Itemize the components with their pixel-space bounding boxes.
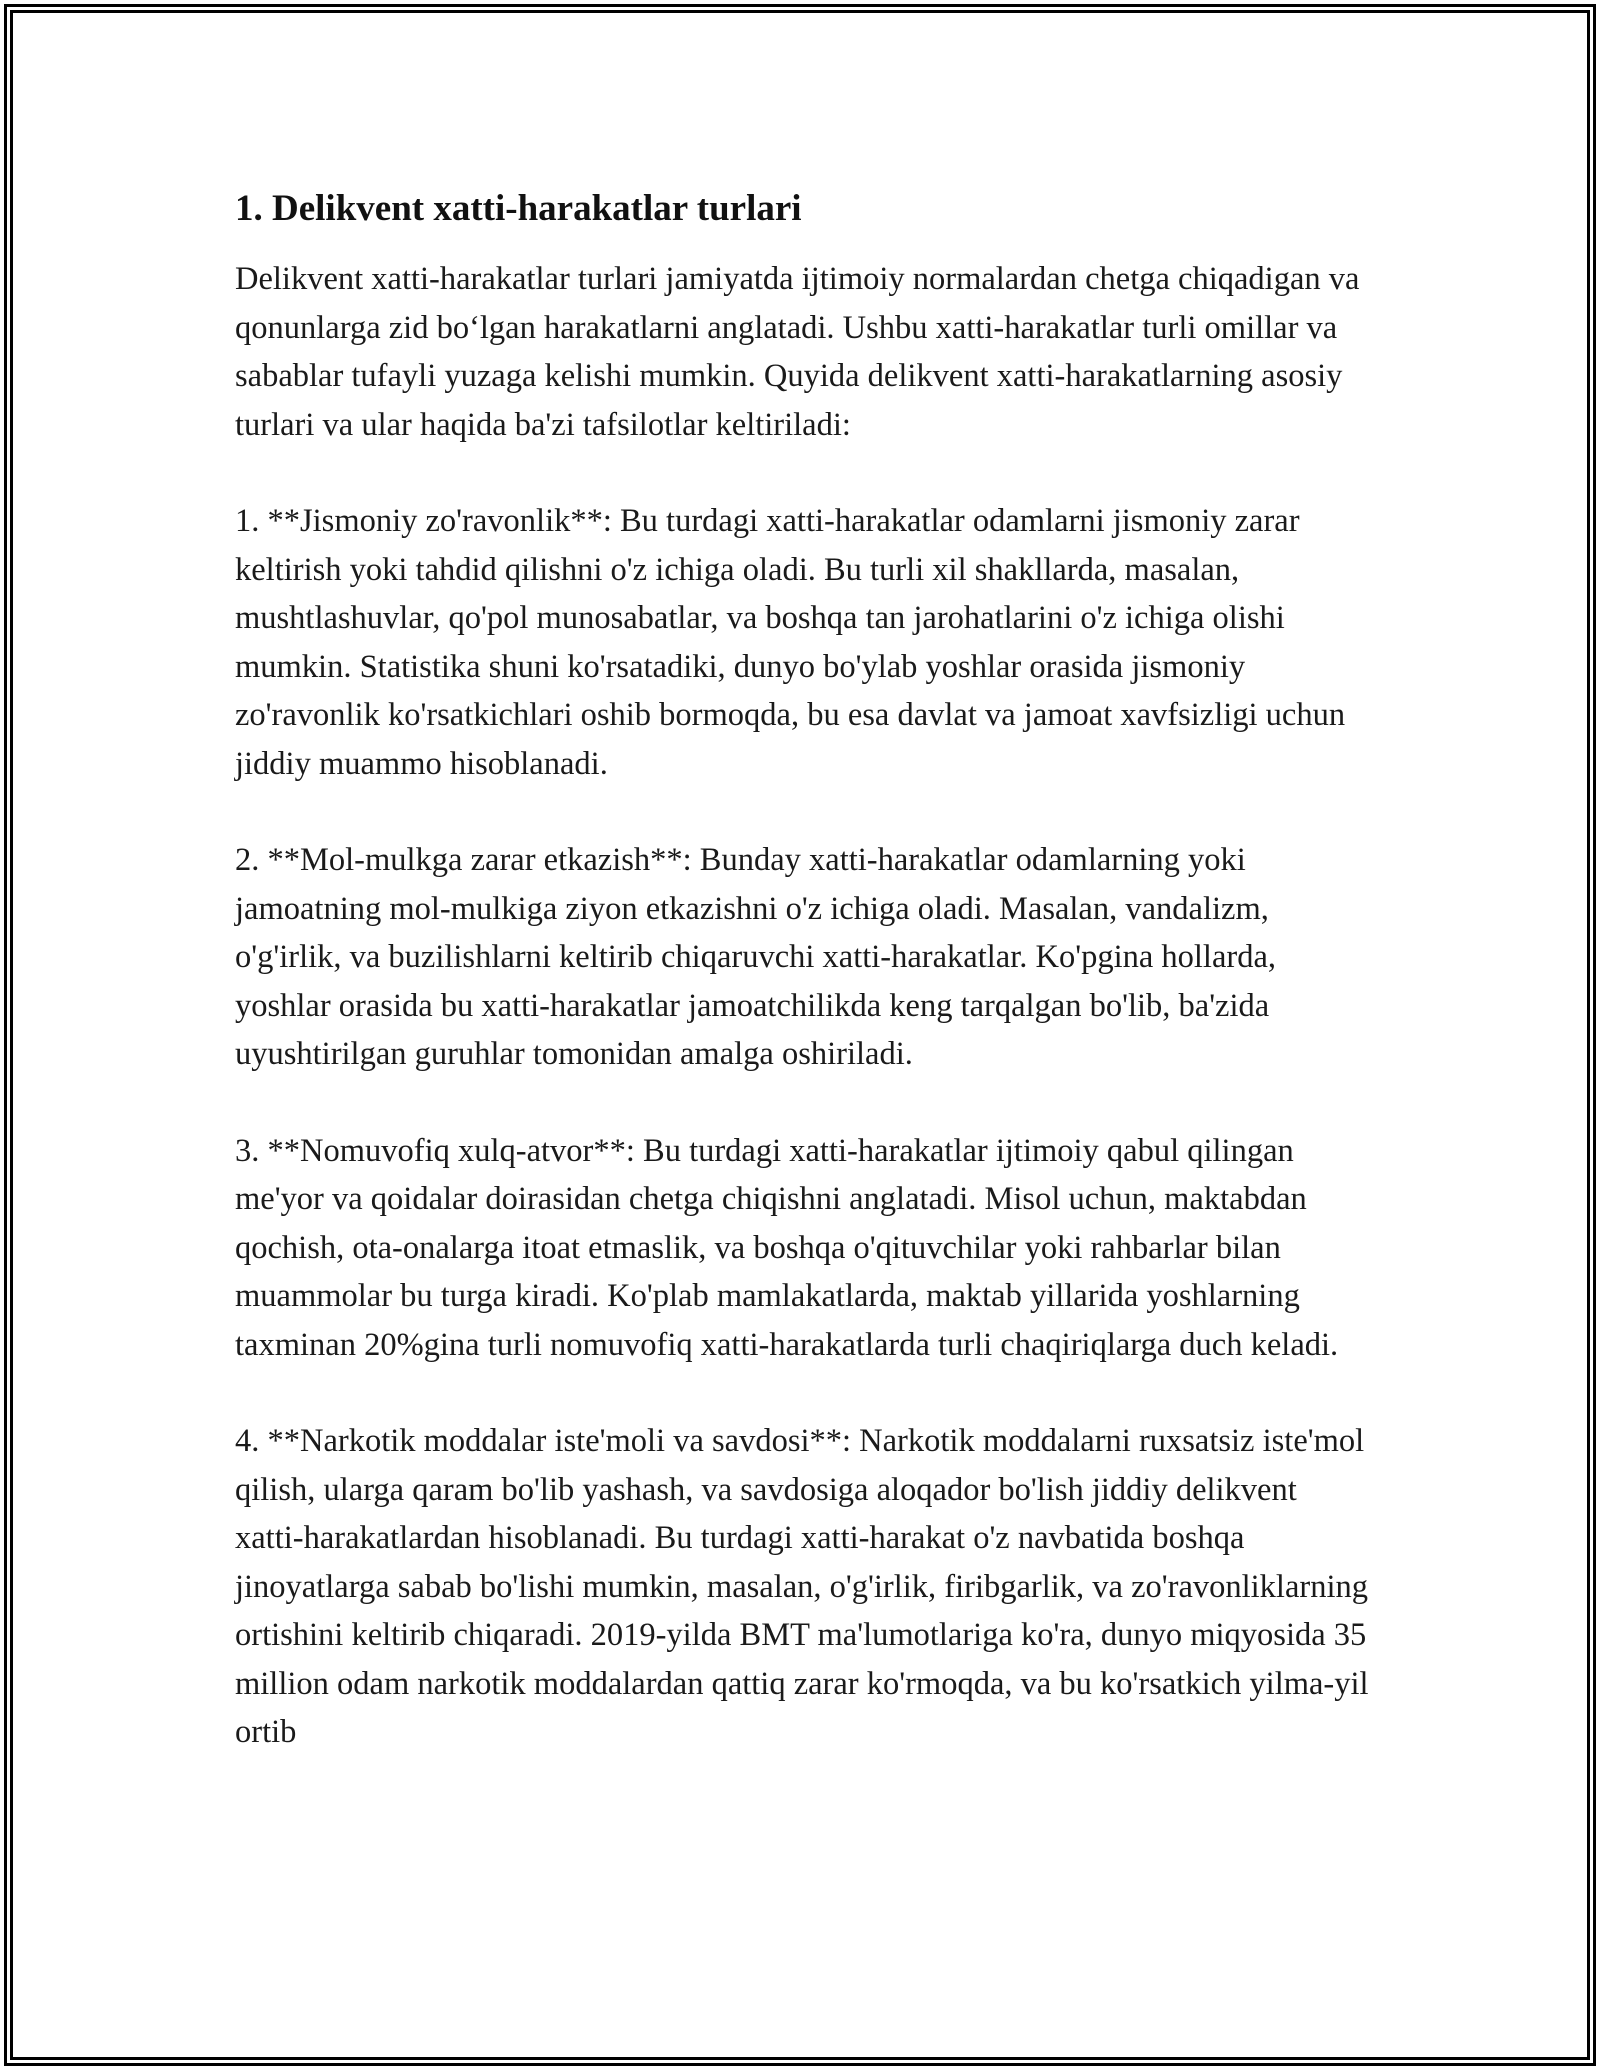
intro-paragraph: Delikvent xatti-harakatlar turlari jamiyatda ijtimoiy normalardan chetga chiqadigan va qonunlarga zid bo‘lgan harakatlarni anglatadi. Ushbu xatti-harakatlar turli omillar va sabablar tufayli yuzaga kelishi mumkin. Quyida delikvent xatti-harakatlarning asosiy turlari va ular haqida ba'zi tafsilotlar keltiriladi: [235,261,1360,443]
paragraph-inappropriate-behavior: 3. **Nomuvofiq xulq-atvor**: Bu turdagi xatti-harakatlar ijtimoiy qabul qilingan me'yor va qoidalar doirasidan chetga chiqishni anglatadi. Misol uchun, maktabdan qochish, ota-onalarga itoat etmaslik, va boshqa o'qituvchilar yoki rahbarlar bilan muammolar bu turga kiradi. Ko'plab mamlakatlarda, maktab yillarida yoshlarning taxminan 20%gina turli nomuvofiq xatti-harakatlarda turli chaqiriqlarga duch keladi. [235,1132,1339,1363]
paragraph-property-damage: 2. **Mol-mulkga zarar etkazish**: Bunday xatti-harakatlar odamlarning yoki jamoatning mol-mulkiga ziyon etkazishni o'z ichiga oladi. Masalan, vandalizm, o'g'irlik, va buzilishlarni keltirib chiqaruvchi xatti-harakatlar. Ko'pgina hollarda, yoshlar orasida bu xatti-harakatlar jamoatchilikda keng tarqalgan bo'lib, ba'zida uyushtirilgan guruhlar tomonidan amalga oshiriladi. [235,842,1276,1072]
section-heading: 1. Delikvent xatti-harakatlar turlari [235,188,802,229]
document-body [235,185,1370,1805]
paragraph-narcotics: 4. **Narkotik moddalar iste'moli va savdosi**: Narkotik moddalarni ruxsatsiz iste'mol qilish, ularga qaram bo'lib yashash, va savdosiga aloqador bo'lish jiddiy delikvent xatti-harakatlardan hisoblanadi. Bu turdagi xatti-harakat o'z navbatida boshqa jinoyatlarga sabab bo'lishi mumkin, masalan, o'g'irlik, firibgarlik, va zo'ravonliklarning ortishini keltirib chiqaradi. 2019-yilda BMT ma'lumotlariga ko'ra, dunyo miqyosida 35 million odam narkotik moddalardan qattiq zarar ko'rmoqda, va bu ko'rsatkich yilma-yil ortib [235,1423,1369,1750]
paragraph-physical-violence: 1. **Jismoniy zo'ravonlik**: Bu turdagi xatti-harakatlar odamlarni jismoniy zarar keltirish yoki tahdid qilishni o'z ichiga oladi. Bu turli xil shakllarda, masalan, mushtlashuvlar, qo'pol munosabatlar, va boshqa tan jarohatlarini o'z ichiga olishi mumkin. Statistika shuni ko'rsatadiki, dunyo bo'ylab yoshlar orasida jismoniy zo'ravonlik ko'rsatkichlari oshib bormoqda, bu esa davlat va jamoat xavfsizligi uchun jiddiy muammo hisoblanadi. [235,503,1346,782]
